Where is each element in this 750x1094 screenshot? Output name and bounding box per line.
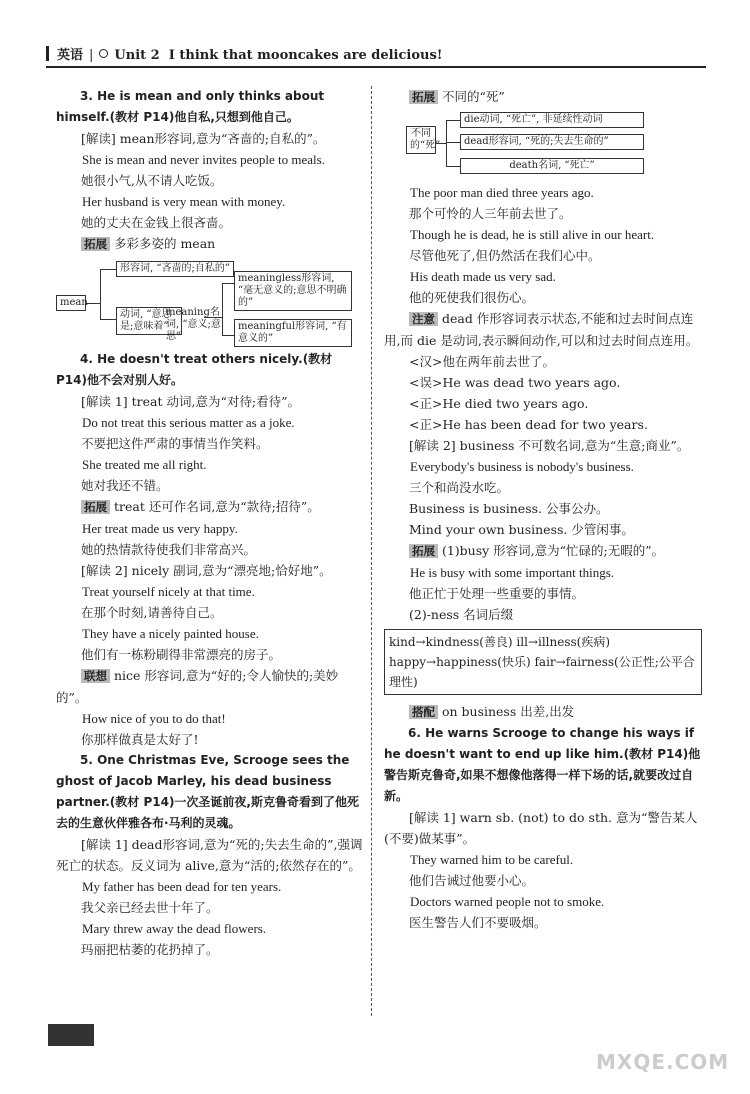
connector <box>100 269 116 270</box>
example-cn: 他的死使我们很伤心。 <box>409 290 535 305</box>
example-en: Do not treat this serious matter as a joke. <box>82 415 295 430</box>
example-en: She treated me all right. <box>82 457 207 472</box>
circle-icon <box>99 49 108 58</box>
comparison-line: <汉>他在两年前去世了。 <box>409 354 555 369</box>
example-cn: 我父亲已经去世十年了。 <box>81 900 219 915</box>
connector <box>222 283 234 284</box>
explanation-2 <box>384 435 702 456</box>
tag-jiedu: [解读 1] <box>81 837 128 852</box>
example-en: Mary threw away the dead flowers. <box>82 921 267 936</box>
example-en: They warned him to be careful. <box>410 852 574 867</box>
example-en: They have a nicely painted house. <box>82 626 259 641</box>
die-root-node: 不同的“死” <box>406 126 436 154</box>
header-rule <box>46 66 706 68</box>
connector <box>86 303 100 304</box>
connector <box>446 120 460 121</box>
meaning-node: meaning名词, “意义;意思” <box>166 307 221 342</box>
s4-explanation-1 <box>56 391 366 412</box>
example-cn: 玛丽把枯萎的花扔掉了。 <box>81 942 219 957</box>
meaningful-node: meaningful形容词, “有意义的” <box>234 319 352 347</box>
die-diagram <box>384 110 702 176</box>
example-cn: 她的丈夫在金钱上很吝啬。 <box>81 215 232 230</box>
tag-dapei: 搭配 <box>409 705 438 719</box>
example-cn: 她的热情款待使我们非常高兴。 <box>81 542 257 557</box>
page-header <box>46 44 443 63</box>
header-unit: Unit 2 <box>114 48 160 63</box>
s4-explanation-2 <box>56 560 366 581</box>
busy-extension-text: (1)busy 形容词,意为“忙碌的;无暇的”。 <box>438 543 665 558</box>
section-6-heading: 6. He warns Scrooge to change his ways if he doesn't want to end up like him.(教材 P14)他警告斯克鲁奇,如果不想像他落得一样下场的话,就要改过自新。 <box>384 726 701 803</box>
s4-extension <box>56 496 366 518</box>
connector <box>446 120 447 166</box>
example-cn: 她很小气,从不请人吃饭。 <box>81 173 223 188</box>
s4-explanation-2-text: nicely 副词,意为“漂亮地;恰好地”。 <box>127 563 332 578</box>
comparison-line: <正>He has been dead for two years. <box>409 417 648 432</box>
tag-jiedu: [解读] <box>81 131 116 146</box>
note-text: dead 作形容词表示状态,不能和过去时间点连用,而 die 是动词,表示瞬间动作,可以和过去时间点连用。 <box>384 311 699 348</box>
s6-explanation <box>384 807 702 849</box>
ness-suffix-heading: (2)-ness 名词后缀 <box>409 607 514 622</box>
tag-tuozhan: 拓展 <box>409 90 438 104</box>
connector <box>446 142 460 143</box>
comparison-line: <误>He was dead two years ago. <box>409 375 621 390</box>
mean-diagram <box>56 257 366 343</box>
ness-row: kind→kindness(善良) ill→illness(疾病) <box>389 635 611 649</box>
section-5-heading: 5. One Christmas Eve, Scrooge sees the ghost of Jacob Marley, his dead business partner.(教材 P14)一次圣诞前夜,斯克鲁奇看到了他死去的生意伙伴雅各布·马利的灵魂。 <box>56 753 359 830</box>
die-verb-node: die动词, “死亡”, 非延续性动词 <box>460 112 644 128</box>
header-bar <box>46 46 49 61</box>
s4-association <box>56 665 366 708</box>
connector <box>446 166 460 167</box>
example-cn: 医生警告人们不要吸烟。 <box>409 915 547 930</box>
example-en: Though he is dead, he is still alive in our heart. <box>410 227 655 242</box>
example-en: Doctors warned people not to smoke. <box>410 894 605 909</box>
example-en: His death made us very sad. <box>410 269 556 284</box>
s3-explanation-text: mean形容词,意为“吝啬的;自私的”。 <box>115 131 326 146</box>
page-number-block <box>48 1024 94 1046</box>
example-en: She is mean and never invites people to meals. <box>82 152 325 167</box>
connector <box>100 319 116 320</box>
section-3-heading: 3. He is mean and only thinks about himself.(教材 P14)他自私,只想到他自己。 <box>56 89 325 124</box>
right-column <box>384 86 702 933</box>
collocation <box>384 701 702 723</box>
meaningless-node: meaningless形容词, “毫无意义的;意思不明确的” <box>234 271 352 311</box>
example-en: Her husband is very mean with money. <box>82 194 286 209</box>
example-cn: 你那样做真是太好了! <box>81 732 199 747</box>
explanation-2-text: business 不可数名词,意为“生意;商业”。 <box>455 438 690 453</box>
s6-explanation-text: warn sb. (not) to do sth. 意为“警告某人(不要)做某事”。 <box>384 810 698 846</box>
example-en: My father has been dead for ten years. <box>82 879 282 894</box>
example-en: Everybody's business is nobody's business. <box>410 459 634 474</box>
example-mixed: Mind your own business. 少管闲事。 <box>409 522 634 537</box>
collocation-text: on business 出差,出发 <box>438 704 575 719</box>
watermark: MXQE.COM <box>596 1050 730 1074</box>
tag-tuozhan: 拓展 <box>81 500 110 514</box>
header-subject: 英语 <box>57 48 84 63</box>
example-en: Her treat made us very happy. <box>82 521 238 536</box>
example-cn: 尽管他死了,但仍然活在我们心中。 <box>409 248 601 263</box>
tag-lianxiang: 联想 <box>81 669 110 683</box>
example-en: He is busy with some important things. <box>410 565 615 580</box>
tag-jiedu: [解读 1] <box>409 810 456 825</box>
example-mixed: Business is business. 公事公办。 <box>409 501 609 516</box>
die-extension-text: 不同的“死” <box>438 89 505 104</box>
example-cn: 那个可怜的人三年前去世了。 <box>409 206 572 221</box>
die-extension <box>384 86 702 108</box>
example-cn: 他正忙于处理一些重要的事情。 <box>409 586 585 601</box>
s3-extension <box>56 233 366 255</box>
example-en: Treat yourself nicely at that time. <box>82 584 255 599</box>
tag-jiedu: [解读 1] <box>81 394 128 409</box>
example-en: The poor man died three years ago. <box>410 185 594 200</box>
example-cn: 他们有一栋粉刷得非常漂亮的房子。 <box>81 647 282 662</box>
s5-explanation-1-text: dead形容词,意为“死的;失去生命的”,强调死亡的状态。反义词为 alive,意为“活的;依然存在的”。 <box>56 837 363 873</box>
example-cn: 在那个时刻,请善待自己。 <box>81 605 223 620</box>
header-title: I think that mooncakes are delicious! <box>168 48 443 63</box>
s3-extension-text: 多彩多姿的 mean <box>110 236 216 251</box>
ness-row: happy→happiness(快乐) fair→fairness(公正性;公平合理性) <box>389 655 695 689</box>
note <box>384 308 702 351</box>
mean-adj-node: 形容词, “吝啬的;自私的” <box>116 261 234 277</box>
death-noun-node: death名词, “死亡” <box>460 158 644 174</box>
section-4-heading: 4. He doesn't treat others nicely.(教材 P14)他不会对别人好。 <box>56 352 333 387</box>
s4-association-text: nice 形容词,意为“好的;令人愉快的;美妙的”。 <box>56 668 339 705</box>
s4-extension-text: treat 还可作名词,意为“款待;招待”。 <box>110 499 320 514</box>
tag-jiedu: [解读 2] <box>409 438 456 453</box>
example-cn: 不要把这件严肃的事情当作笑料。 <box>81 436 269 451</box>
s3-explanation <box>56 128 366 149</box>
example-en: How nice of you to do that! <box>82 711 226 726</box>
tag-tuozhan: 拓展 <box>409 544 438 558</box>
tag-zhuyi: 注意 <box>409 312 438 326</box>
s5-explanation-1 <box>56 834 366 876</box>
busy-extension <box>384 540 702 562</box>
connector <box>100 269 101 319</box>
example-cn: 他们告诫过他要小心。 <box>409 873 535 888</box>
s4-explanation-1-text: treat 动词,意为“对待;看待”。 <box>127 394 300 409</box>
example-cn: 她对我还不错。 <box>81 478 169 493</box>
dead-adj-node: dead形容词, “死的;失去生命的” <box>460 134 644 150</box>
mean-root-node: mean <box>56 295 86 311</box>
ness-suffix-box <box>384 629 702 695</box>
mean-verb-node: 动词, “意思是;意味着” <box>116 307 182 335</box>
header-separator: | <box>89 48 94 63</box>
tag-tuozhan: 拓展 <box>81 237 110 251</box>
tag-jiedu: [解读 2] <box>81 563 128 578</box>
column-divider <box>371 86 372 1016</box>
example-cn: 三个和尚没水吃。 <box>409 480 510 495</box>
left-column <box>56 86 366 960</box>
comparison-line: <正>He died two years ago. <box>409 396 589 411</box>
